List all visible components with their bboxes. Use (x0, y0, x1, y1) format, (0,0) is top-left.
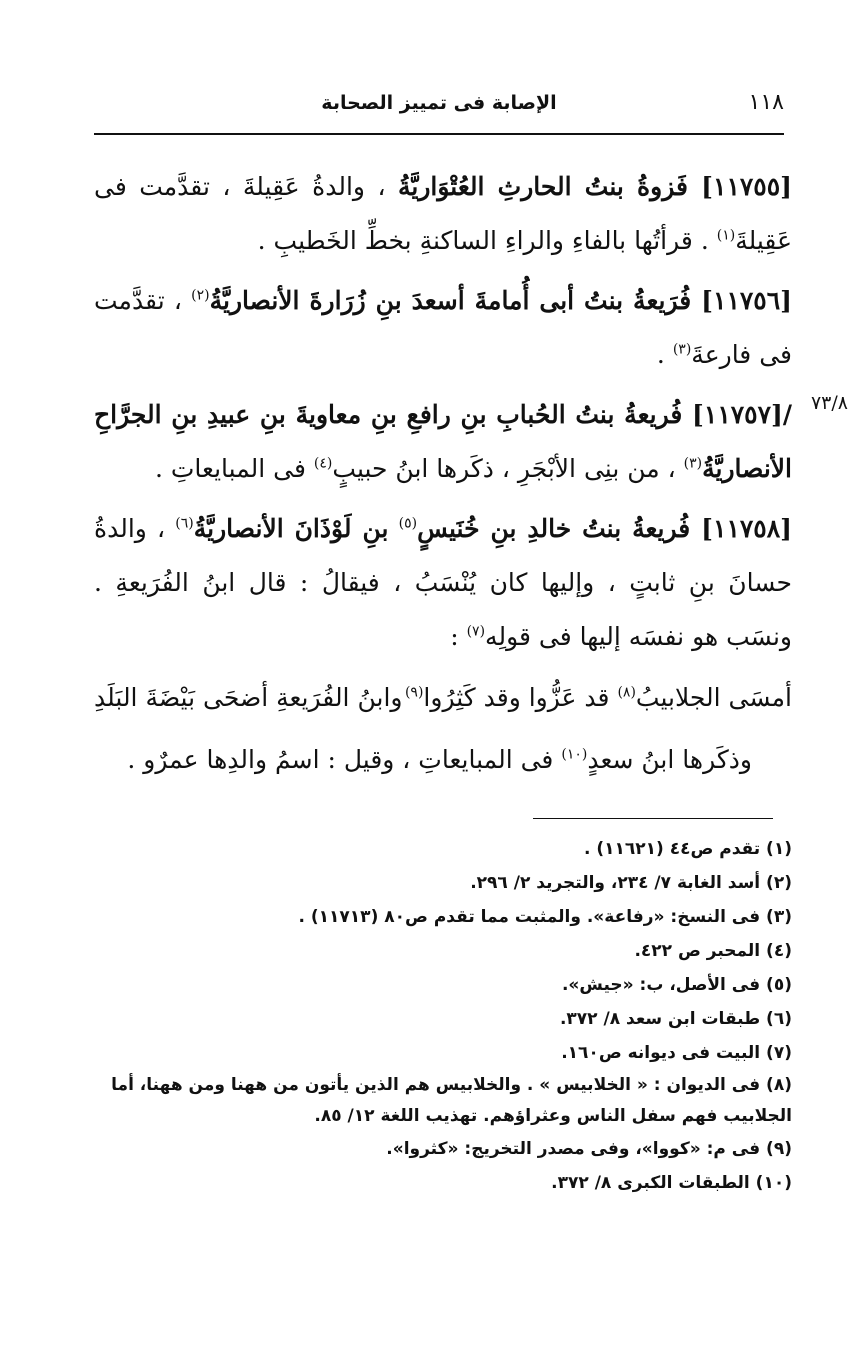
footnote-marker: (٦) (175, 515, 194, 532)
footnotes (94, 832, 792, 1200)
entry-heading: [١١٧٥٦] فُرَيعةُ بنتُ أبى أُمامةَ أسعدَ بنِ زُرَارةَ الأنصاريَّةُ (209, 286, 792, 315)
entry-text: فى المبايعاتِ . (154, 454, 306, 483)
margin-volume-page-reference: ٧٣/٨ (810, 392, 848, 414)
entry-11758 (94, 502, 792, 664)
header-rule (94, 133, 784, 135)
entry-text: ، والدةُ حسانَ بنِ ثابتٍ ، وإليها كان يُنْسَبُ ، فيقالُ : قال ابنُ الفُرَيعةِ . ونسَب هو نفسَه إليها فى قولِه (94, 514, 792, 651)
entry-text: : (450, 622, 459, 651)
entry-11757 (94, 388, 792, 496)
footnote-3: (٣) فى النسخ: «رفاعة». والمثبت مما تقدم ص٨٠ (١١٧١٣) . (298, 907, 792, 927)
entry-text: . قرأتُها بالفاءِ والراءِ الساكنةِ بخطِّ الخَطيبِ . (257, 226, 709, 255)
entry-heading: [١١٧٥٨] فُريعةُ بنتُ خالدِ بنِ خُنَيسٍ (417, 514, 792, 543)
footnote-marker: (٣) (683, 455, 703, 472)
entry-text: . (656, 340, 665, 369)
footnote-2: (٢) أسد الغابة ٧/ ٢٣٤، والتجريد ٢/ ٢٩٦. (470, 873, 792, 893)
footnote-6: (٦) طبقات ابن سعد ٨/ ٣٧٢. (559, 1009, 792, 1029)
verse-text: أمسَى الجلابيبُ (635, 683, 792, 712)
entry-text: وذكَرها ابنُ سعدٍ (587, 745, 752, 774)
entry-heading: /[١١٧٥٧] فُريعةُ بنتُ الحُبابِ بنِ رافعِ بنِ معاويةَ بنِ عبيدِ بنِ الجرَّاحِ الأنصاريَّةُ (94, 400, 792, 483)
footnote-marker: (٥) (398, 515, 418, 532)
entry-text: فى المبايعاتِ ، وقيل : اسمُ والدِها عمرٌو . (127, 745, 554, 774)
main-text (94, 160, 792, 788)
footnote-9: (٩) فى م: «كووا»، وفى مصدر التخريج: «كثروا». (386, 1139, 792, 1159)
footnote-marker: (٩) (404, 684, 424, 701)
footnote-marker: (٤) (313, 455, 333, 472)
running-title: الإصابة فى تمييز الصحابة (321, 92, 557, 114)
footnote-marker: (٨) (617, 684, 636, 701)
page-header (94, 90, 784, 124)
entry-11756 (94, 274, 792, 382)
footnote-1: (١) تقدم ص٤٤ (١١٦٢١) . (583, 839, 792, 859)
entry-text: ، والدةُ عَقِيلةَ ، تقدَّمت فى عَقِيلةَ (94, 172, 792, 255)
page-number: ١١٨ (748, 90, 784, 115)
footnote-marker: (٧) (466, 623, 486, 640)
poetry-verse (94, 670, 792, 726)
footnote-separator (533, 818, 773, 819)
verse-second-hemistich: وابنُ الفُرَيعةِ أضحَى بَيْضَةَ البَلَدِ (94, 683, 403, 712)
entry-closing-line (94, 732, 792, 788)
footnote-marker: (١) (716, 227, 736, 244)
footnote-7: (٧) البيت فى ديوانه ص١٦٠. (561, 1043, 792, 1063)
verse-text: قد عَزُّوا وقد كَثِرُوا (423, 683, 610, 712)
entry-heading: [١١٧٥٥] فَزوةُ بنتُ الحارثِ العُتْوَاريَّةُ (397, 172, 792, 201)
footnote-marker: (٣) (672, 341, 692, 358)
entry-text: ، من بنِى الأبْجَرِ ، ذكَرها ابنُ حبيبٍ (332, 454, 676, 483)
entry-11755 (94, 160, 792, 268)
footnote-8: (٨) فى الديوان : « الخلابيس » . والخلابيس هم الذين يأتون من ههنا ومن ههنا، أما الجلابيب فهم سفل الناس وعثراؤهم. تهذيب اللغة ١٢/ ٨٥. (111, 1075, 792, 1126)
footnote-marker: (١٠) (561, 746, 588, 763)
footnote-5: (٥) فى الأصل، ب: «جيش». (561, 975, 792, 995)
entry-heading-continued: بنِ لَوْذَانَ الأنصاريَّةُ (193, 514, 389, 543)
verse-first-hemistich (405, 670, 792, 726)
footnote-marker: (٢) (191, 287, 210, 304)
footnote-4: (٤) المحبر ص ٤٢٢. (634, 941, 792, 961)
footnote-10: (١٠) الطبقات الكبرى ٨/ ٣٧٢. (551, 1173, 792, 1193)
entry-text: ، تقدَّمت فى فارعةَ (94, 286, 792, 369)
